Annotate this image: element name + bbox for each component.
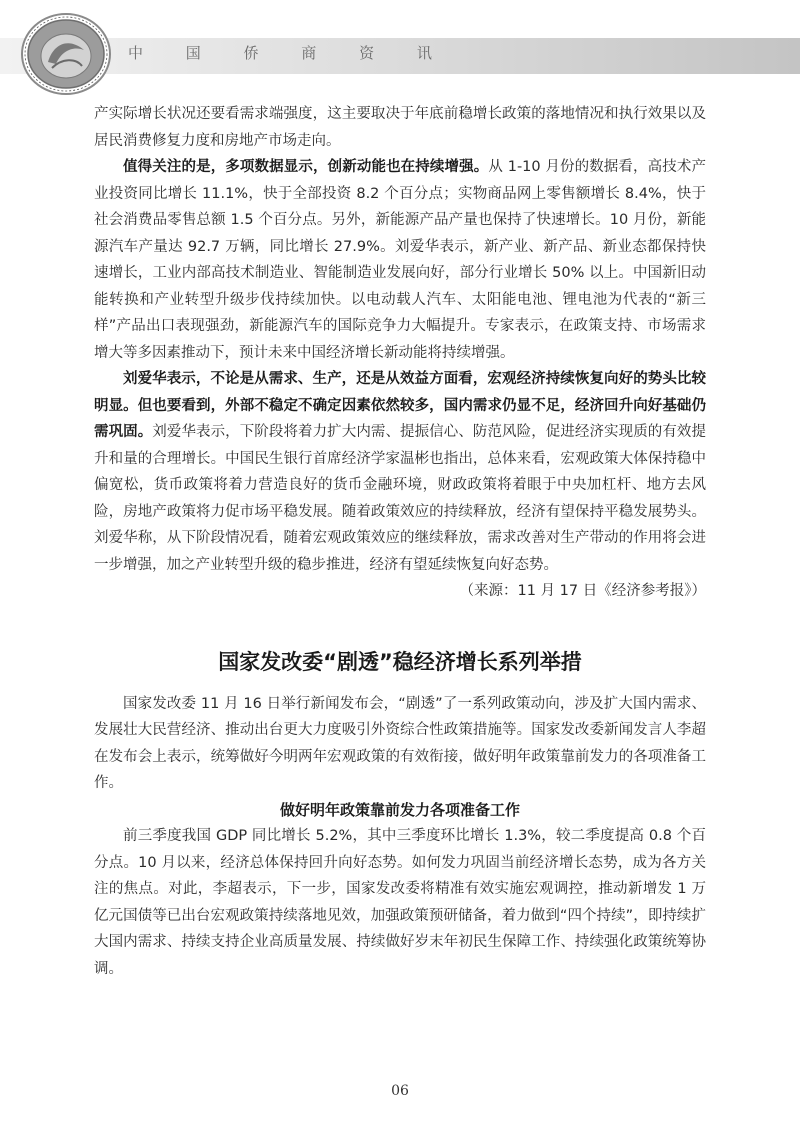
article1-paragraph-2-highlight: 值得关注的是，多项数据显示，创新动能也在持续增强。 xyxy=(123,159,489,175)
article2-subtitle: 做好明年政策靠前发力各项准备工作 xyxy=(279,800,520,819)
article2-paragraph-2: 前三季度我国 GDP 同比增长 5.2%，其中三季度环比增长 1.3%，较二季度提高 0.8 个百分点。10 月以来，经济总体保持回升向好态势。如何发力巩固当前经济增长态势，成为各方关注的焦点。对此，李超表示，下一步，国家发改委将精准有效实施宏观调控，推动新增发 1 万亿元国债等已出台宏观政策持续落地见效，加强政策预研储备，着力做到“四个持续”，即持续扩大国内需求、持续支持企业高质量发展、持续做好岁末年初民生保障工作、持续强化政策统筹协调。 xyxy=(94,828,706,977)
logo-emblem xyxy=(18,4,114,96)
page-content xyxy=(94,101,706,982)
article1-paragraph-3-highlight: 刘爱华表示，不论是从需求、生产，还是从效益方面看，宏观经济持续恢复向好的势头比较明显。但也要看到，外部不稳定不确定因素依然较多，国内需求仍显不足，经济回升向好基础仍需巩固。 xyxy=(94,371,706,440)
logo xyxy=(18,4,114,96)
article1-source: （来源：11 月 17 日《经济参考报》） xyxy=(459,583,706,599)
article1-paragraph-1: 产实际增长状况还要看需求端强度，这主要取决于年底前稳增长政策的落地情况和执行效果以及居民消费修复力度和房地产市场走向。 xyxy=(94,106,706,149)
article1-paragraph-3 xyxy=(94,366,706,578)
header-title: 中 国 侨 商 资 讯 xyxy=(128,44,451,62)
article2-title: 国家发改委“剧透”稳经济增长系列举措 xyxy=(218,649,582,674)
page-number: 06 xyxy=(391,1083,409,1099)
article1-paragraph-2-body: 从 1-10 月份的数据看，高技术产业投资同比增长 11.1%，快于全部投资 8.2 个百分点；实物商品网上零售额增长 8.4%，快于社会消费品零售总额 1.5 个百分点。另外，新能源产品产量也保持了快速增长。10 月份，新能源汽车产量达 92.7 万辆，同比增长 27.9%。刘爱华表示，新产业、新产品、新业态都保持快速增长，工业内部高技术制造业、智能制造业发展向好，部分行业增长 50% 以上。中国新旧动能转换和产业转型升级步伐持续加快。以电动载人汽车、太阳能电池、锂电池为代表的“新三样”产品出口表现强劲，新能源汽车的国际竞争力大幅提升。专家表示，在政策支持、市场需求增大等多因素推动下，预计未来中国经济增长新动能将持续增强。 xyxy=(94,159,706,361)
article1-paragraph-2 xyxy=(94,154,706,366)
article1-paragraph-3-body: 刘爱华表示，下阶段将着力扩大内需、提振信心、防范风险，促进经济实现质的有效提升和量的合理增长。中国民生银行首席经济学家温彬也指出，总体来看，宏观政策大体保持稳中偏宽松，货币政策将着力营造良好的货币金融环境，财政政策将着眼于中央加杠杆、地方去风险，房地产政策将力促市场平稳发展。随着政策效应的持续释放，经济有望保持平稳发展势头。刘爱华称，从下阶段情况看，随着宏观政策效应的继续释放，需求改善对生产带动的作用将会进一步增强，加之产业转型升级的稳步推进，经济有望延续恢复向好态势。 xyxy=(94,424,707,573)
article2-paragraph-1: 国家发改委 11 月 16 日举行新闻发布会，“剧透”了一系列政策动向，涉及扩大国内需求、发展壮大民营经济、推动出台更大力度吸引外资综合性政策措施等。国家发改委新闻发言人李超在发布会上表示，统筹做好今明两年宏观政策的有效衔接，做好明年政策靠前发力的各项准备工作。 xyxy=(94,695,706,791)
